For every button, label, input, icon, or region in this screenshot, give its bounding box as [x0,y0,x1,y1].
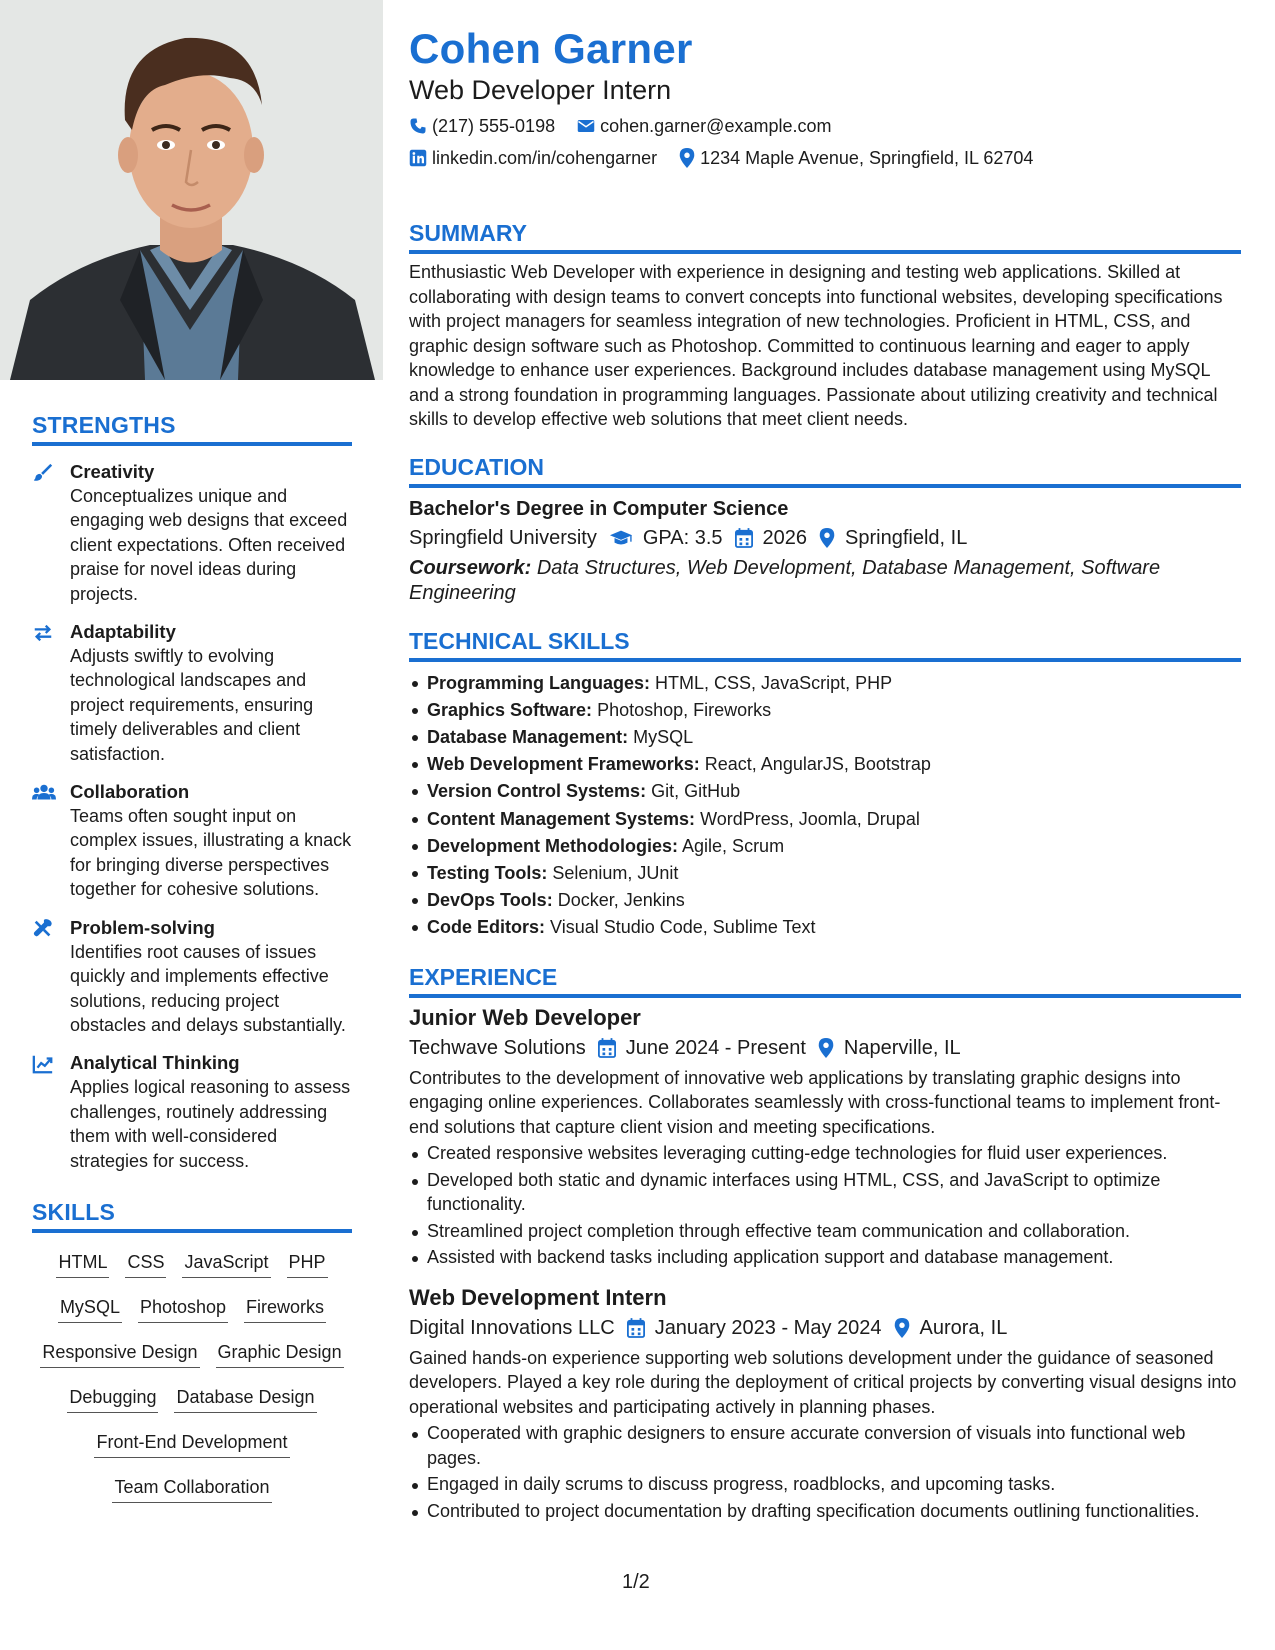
contact-row [409,114,1241,138]
calendar-icon [598,1038,616,1058]
skill-value: Git, GitHub [651,781,741,802]
skill-value: Photoshop, Fireworks [597,699,772,720]
skill-label: DevOps Tools: [427,890,553,911]
year-item [735,524,808,552]
strength-item [32,916,352,1038]
job-location: Naperville, IL [843,1036,961,1059]
skill-value: Selenium, JUnit [552,862,679,883]
skill-label: Web Development Frameworks: [427,754,700,775]
strength-title: Creativity [70,461,155,482]
skills-heading: SKILLS [32,1199,352,1233]
map-pin-icon [894,1318,910,1338]
email-text: cohen.garner@example.com [600,116,832,136]
education-meta [409,524,1241,552]
skill-tag: Fireworks [244,1294,326,1323]
list-item: Cooperated with graphic designers to ensure accurate conversion of visuals into functional web pages. [409,1421,1241,1470]
users-icon [32,780,70,902]
skill-label: Content Management Systems: [427,808,696,829]
job-dates: January 2023 - May 2024 [654,1316,882,1339]
phone-text: (217) 555-0198 [432,116,556,136]
map-pin-icon [819,528,835,548]
list-item: Engaged in daily scrums to discuss progress, roadblocks, and upcoming tasks. [409,1472,1241,1497]
gpa-text: GPA: 3.5 [642,526,723,549]
job-meta [409,1314,1241,1342]
skill-label: Testing Tools: [427,862,548,883]
skills-list [32,1249,352,1519]
sidebar [0,0,383,1650]
job-summary: Contributes to the development of innovative web applications by translating graphic designs into engaging online experiences. Collaborates seamlessly with cross-functional teams to implement front-end solutions that capture client vision and meeting specifications. [409,1067,1221,1137]
skill-value: React, AngularJS, Bootstrap [704,754,931,775]
location-item [819,524,967,552]
chart-line-icon [32,1051,70,1173]
job-location: Aurora, IL [919,1316,1008,1339]
experience-heading: EXPERIENCE [409,964,1241,998]
skill-value: HTML, CSS, JavaScript, PHP [655,672,893,693]
summary-heading: SUMMARY [409,220,1241,254]
degree-title: Bachelor's Degree in Computer Science [409,497,789,520]
location-item [894,1314,1008,1342]
job-dates: June 2024 - Present [625,1036,806,1059]
strength-description: Teams often sought input on complex issues, illustrating a knack for bringing diverse perspectives together for cohesive solutions. [70,806,352,900]
linkedin-icon [409,149,427,167]
list-item: Streamlined project completion through effective team communication and collaboration. [409,1219,1241,1244]
skill-value: Docker, Jenkins [557,890,685,911]
linkedin-contact[interactable] [409,146,657,170]
technical-skills-list [409,670,1241,942]
location-item [818,1034,961,1062]
skill-value: WordPress, Joomla, Drupal [700,808,920,829]
skill-value: MySQL [633,726,694,747]
dates-item [627,1314,882,1342]
list-item [409,697,1241,724]
address-text: 1234 Maple Avenue, Springfield, IL 62704 [700,148,1034,168]
strength-item [32,780,352,902]
skill-label: Programming Languages: [427,672,651,693]
address-contact [679,146,1033,170]
technical-skills-section [409,628,1241,942]
calendar-icon [627,1318,645,1338]
list-item: Assisted with backend tasks including application support and database management. [409,1245,1241,1270]
strength-title: Collaboration [70,781,190,803]
strength-item [32,460,352,606]
skill-tag: Responsive Design [40,1339,199,1368]
phone-contact [409,114,555,138]
job-role: Web Development Intern [409,1284,667,1310]
job-bullets [409,1421,1241,1523]
contact-row [409,146,1241,170]
skill-tag: Team Collaboration [112,1474,271,1503]
skill-tag: Front-End Development [94,1429,289,1458]
company-name: Digital Innovations LLC [409,1316,615,1339]
list-item [409,806,1241,833]
skill-value: Agile, Scrum [682,835,785,856]
strength-title: Analytical Thinking [70,1052,240,1074]
skill-tag: Debugging [67,1384,158,1413]
skill-label: Code Editors: [427,917,546,938]
map-pin-icon [679,148,695,168]
education-section [409,454,1241,606]
graduation-cap-icon [609,529,633,547]
skill-tag: Graphic Design [216,1339,344,1368]
education-heading: EDUCATION [409,454,1241,488]
skill-label: Version Control Systems: [427,781,647,802]
coursework-list: Data Structures, Web Development, Database Management, Software Engineering [409,556,1161,604]
list-item [409,914,1241,941]
strength-item [32,620,352,766]
paintbrush-icon [32,460,70,606]
skill-tag: Database Design [174,1384,316,1413]
summary-section [409,220,1241,432]
main-content [409,24,1241,1525]
technical-skills-heading: TECHNICAL SKILLS [409,628,1241,662]
portrait-image [0,0,383,380]
email-contact[interactable] [577,114,831,138]
company-name: Techwave Solutions [409,1036,586,1059]
list-item: Created responsive websites leveraging cutting-edge technologies for fluid user experiences. [409,1141,1241,1166]
skill-tag: MySQL [58,1294,122,1323]
strengths-heading: STRENGTHS [32,412,352,446]
list-item [409,887,1241,914]
gpa-item [609,524,723,552]
list-item [409,833,1241,860]
skill-tag: HTML [56,1249,109,1278]
summary-text: Enthusiastic Web Developer with experience in designing and testing web applications. Skilled at collaborating with design teams to convert concepts into functional websites, developing specifications with project managers for seamless integration of new technologies. Proficient in HTML, CSS, and graphic design software such as Photoshop. Committed to continuous learning and eager to apply knowledge to enhance user experiences. Background includes database management using MySQL and a strong foundation in programming languages. Passionate about utilizing creativity and technical skills to develop effective web solutions that meet client needs. [409,262,1223,429]
envelope-icon [577,118,595,134]
skill-tag: Photoshop [138,1294,228,1323]
strength-item [32,1051,352,1173]
strength-title: Adaptability [70,621,176,643]
skill-tag: PHP [287,1249,328,1278]
job-title: Web Developer Intern [409,75,672,105]
list-item [409,778,1241,805]
page-indicator: 1/2 [622,1571,650,1593]
skill-label: Graphics Software: [427,699,593,720]
skill-tag: CSS [125,1249,166,1278]
strength-title: Problem-solving [70,916,215,938]
coursework-label: Coursework: [409,556,532,579]
list-item: Developed both static and dynamic interfaces using HTML, CSS, and JavaScript to optimize functionality. [409,1168,1241,1217]
strength-description: Applies logical reasoning to assess challenges, routinely addressing them with well-considered strategies for success. [70,1077,351,1171]
skill-tag: JavaScript [182,1249,270,1278]
calendar-icon [735,528,753,548]
job-summary: Gained hands-on experience supporting web solutions development under the guidance of seasoned developers. Played a key role during the deployment of critical projects by converting visual designs into operational websites and participating actively in planning phases. [409,1347,1237,1417]
list-item: Contributed to project documentation by drafting specification documents outlining functionalities. [409,1499,1241,1524]
strength-description: Identifies root causes of issues quickly and implements effective solutions, reducing project obstacles and delays substantially. [70,941,346,1035]
skill-label: Database Management: [427,726,629,747]
graduation-year: 2026 [762,526,808,549]
profile-photo [0,0,383,380]
strength-description: Conceptualizes unique and engaging web designs that exceed client expectations. Often received praise for novel ideas during projects. [70,486,348,604]
arrows-exchange-icon [32,620,70,766]
tools-icon [32,916,70,1038]
candidate-name: Cohen Garner [409,25,693,72]
strength-description: Adjusts swiftly to evolving technological landscapes and project requirements, ensuring timely deliverables and client satisfaction. [70,646,314,764]
skill-value: Visual Studio Code, Sublime Text [550,917,816,938]
dates-item [598,1034,806,1062]
job-meta [409,1034,1241,1062]
map-pin-icon [818,1038,834,1058]
list-item [409,751,1241,778]
list-item [409,860,1241,887]
experience-section [409,964,1241,1524]
list-item [409,670,1241,697]
skill-label: Development Methodologies: [427,835,679,856]
phone-icon [409,117,427,135]
coursework [409,556,1241,606]
school-location: Springfield, IL [845,526,968,549]
job-bullets [409,1141,1241,1270]
school-name: Springfield University [409,526,597,549]
linkedin-text: linkedin.com/in/cohengarner [432,148,658,168]
list-item [409,724,1241,751]
job-role: Junior Web Developer [409,1004,641,1030]
